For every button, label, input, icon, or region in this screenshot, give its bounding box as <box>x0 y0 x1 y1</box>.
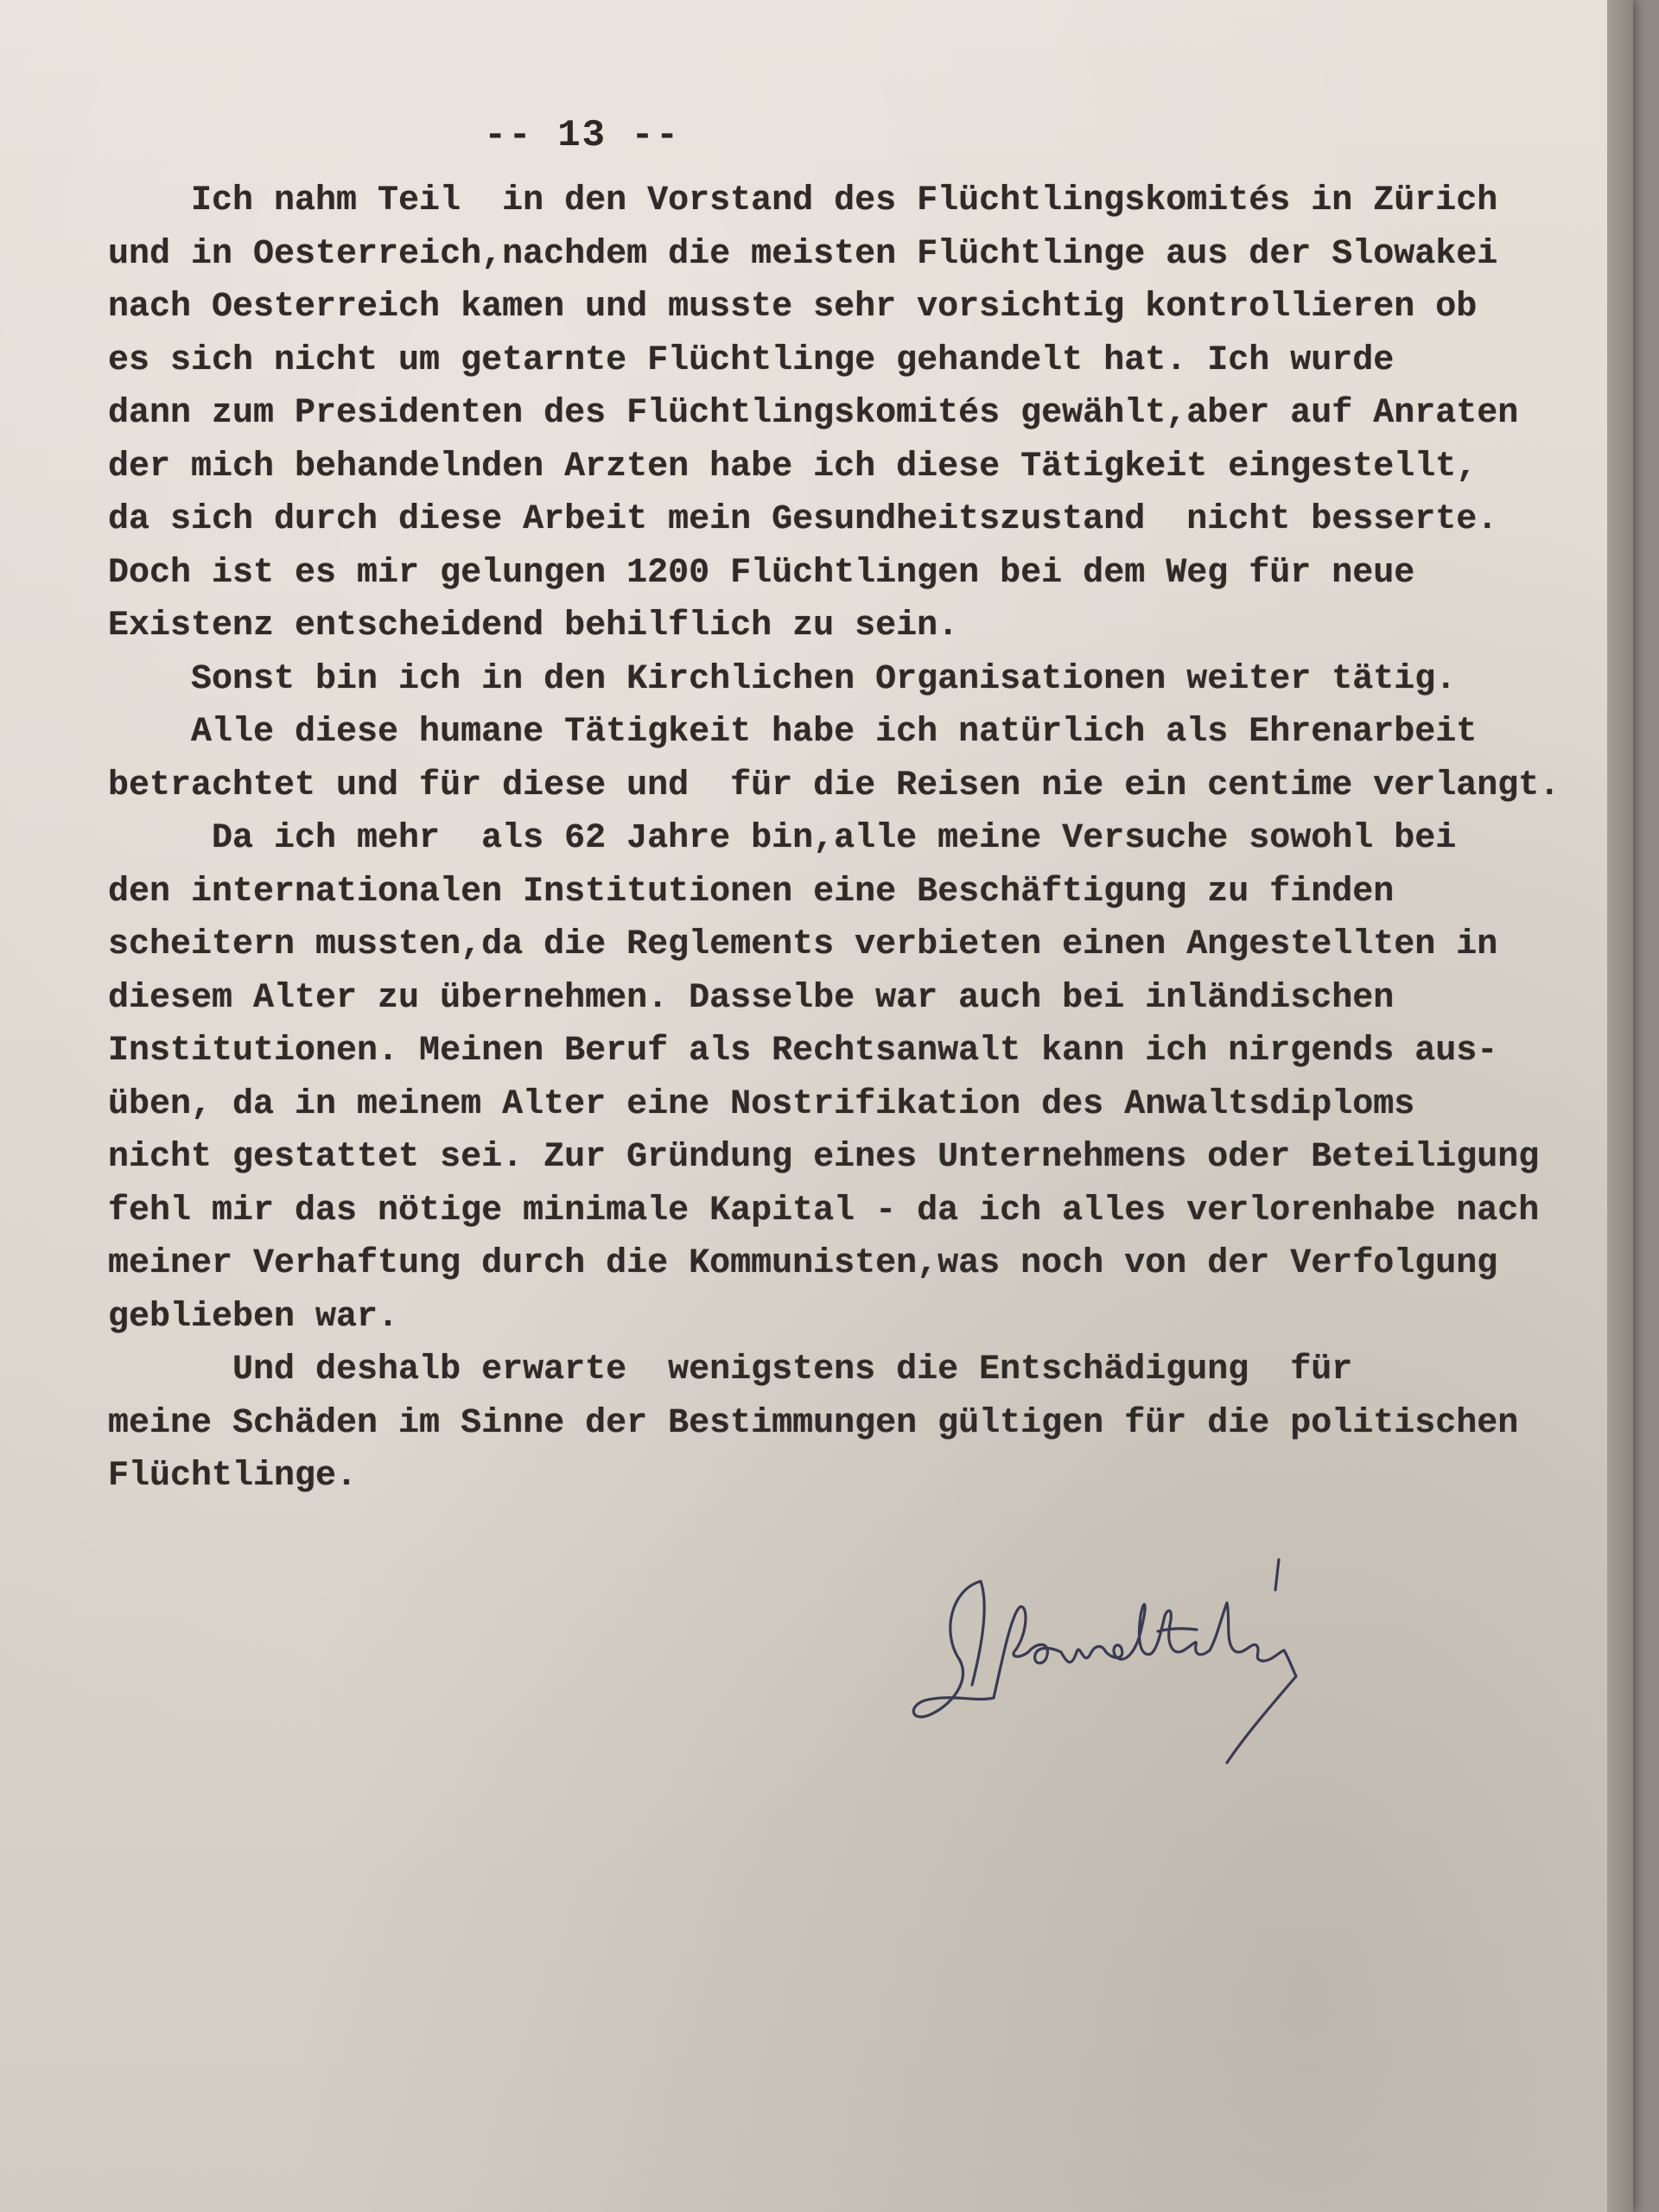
text-line: und in Oesterreich,nachdem die meisten Flüchtlinge aus der Slowakei <box>108 234 1498 274</box>
text-line: Alle diese humane Tätigkeit habe ich natürlich als Ehrenarbeit <box>108 713 1478 752</box>
text-line: nicht gestattet sei. Zur Gründung eines Unternehmens oder Beteiligung <box>108 1138 1540 1177</box>
text-line: diesem Alter zu übernehmen. Dasselbe war auch bei inländischen <box>108 978 1395 1018</box>
text-line: den internationalen Institutionen eine Beschäftigung zu finden <box>108 872 1395 912</box>
letter-body <box>108 175 1624 1503</box>
text-line: Existenz entscheidend behilflich zu sein. <box>108 607 959 645</box>
text-line: es sich nicht um getarnte Flüchtlinge gehandelt hat. Ich wurde <box>108 340 1395 380</box>
signature-drawing <box>899 1555 1348 1789</box>
text-line: Da ich mehr als 62 Jahre bin,alle meine Versuche sowohl bei <box>108 819 1457 858</box>
text-line: Ich nahm Teil in den Vorstand des Flüchtlingskomités in Zürich <box>108 181 1498 220</box>
text-line: da sich durch diese Arbeit mein Gesundheitszustand nicht besserte. <box>108 500 1498 539</box>
text-line: meiner Verhaftung durch die Kommunisten,was noch von der Verfolgung <box>108 1244 1498 1283</box>
text-line: der mich behandelnden Arzten habe ich diese Tätigkeit eingestellt, <box>108 447 1478 486</box>
text-line: betrachtet und für diese und für die Reisen nie ein centime verlangt. <box>108 766 1560 805</box>
text-line: Doch ist es mir gelungen 1200 Flüchtlingen bei dem Weg für neue <box>108 553 1415 593</box>
text-line: fehl mir das nötige minimale Kapital - da ich alles verlorenhabe nach <box>108 1191 1540 1230</box>
text-line: meine Schäden im Sinne der Bestimmungen gültigen für die politischen <box>108 1403 1519 1443</box>
text-line: scheitern mussten,da die Reglements verbieten einen Angestellten in <box>108 925 1498 964</box>
text-line: Flüchtlinge. <box>108 1457 358 1496</box>
text-line: nach Oesterreich kamen und musste sehr vorsichtig kontrollieren ob <box>108 288 1478 327</box>
handwritten-signature <box>899 1555 1348 1789</box>
text-line: Sonst bin ich in den Kirchlichen Organisationen weiter tätig. <box>108 659 1457 699</box>
text-line: geblieben war. <box>108 1297 399 1337</box>
text-line: dann zum Presidenten des Flüchtlingskomités gewählt,aber auf Anraten <box>108 394 1519 433</box>
page-number: -- 13 -- <box>484 114 681 157</box>
text-line: Und deshalb erwarte wenigstens die Entschädigung für <box>108 1351 1353 1389</box>
text-line: üben, da in meinem Alter eine Nostrifikation des Anwaltsdiploms <box>108 1084 1415 1124</box>
text-line: Institutionen. Meinen Beruf als Rechtsanwalt kann ich nirgends aus- <box>108 1032 1498 1071</box>
